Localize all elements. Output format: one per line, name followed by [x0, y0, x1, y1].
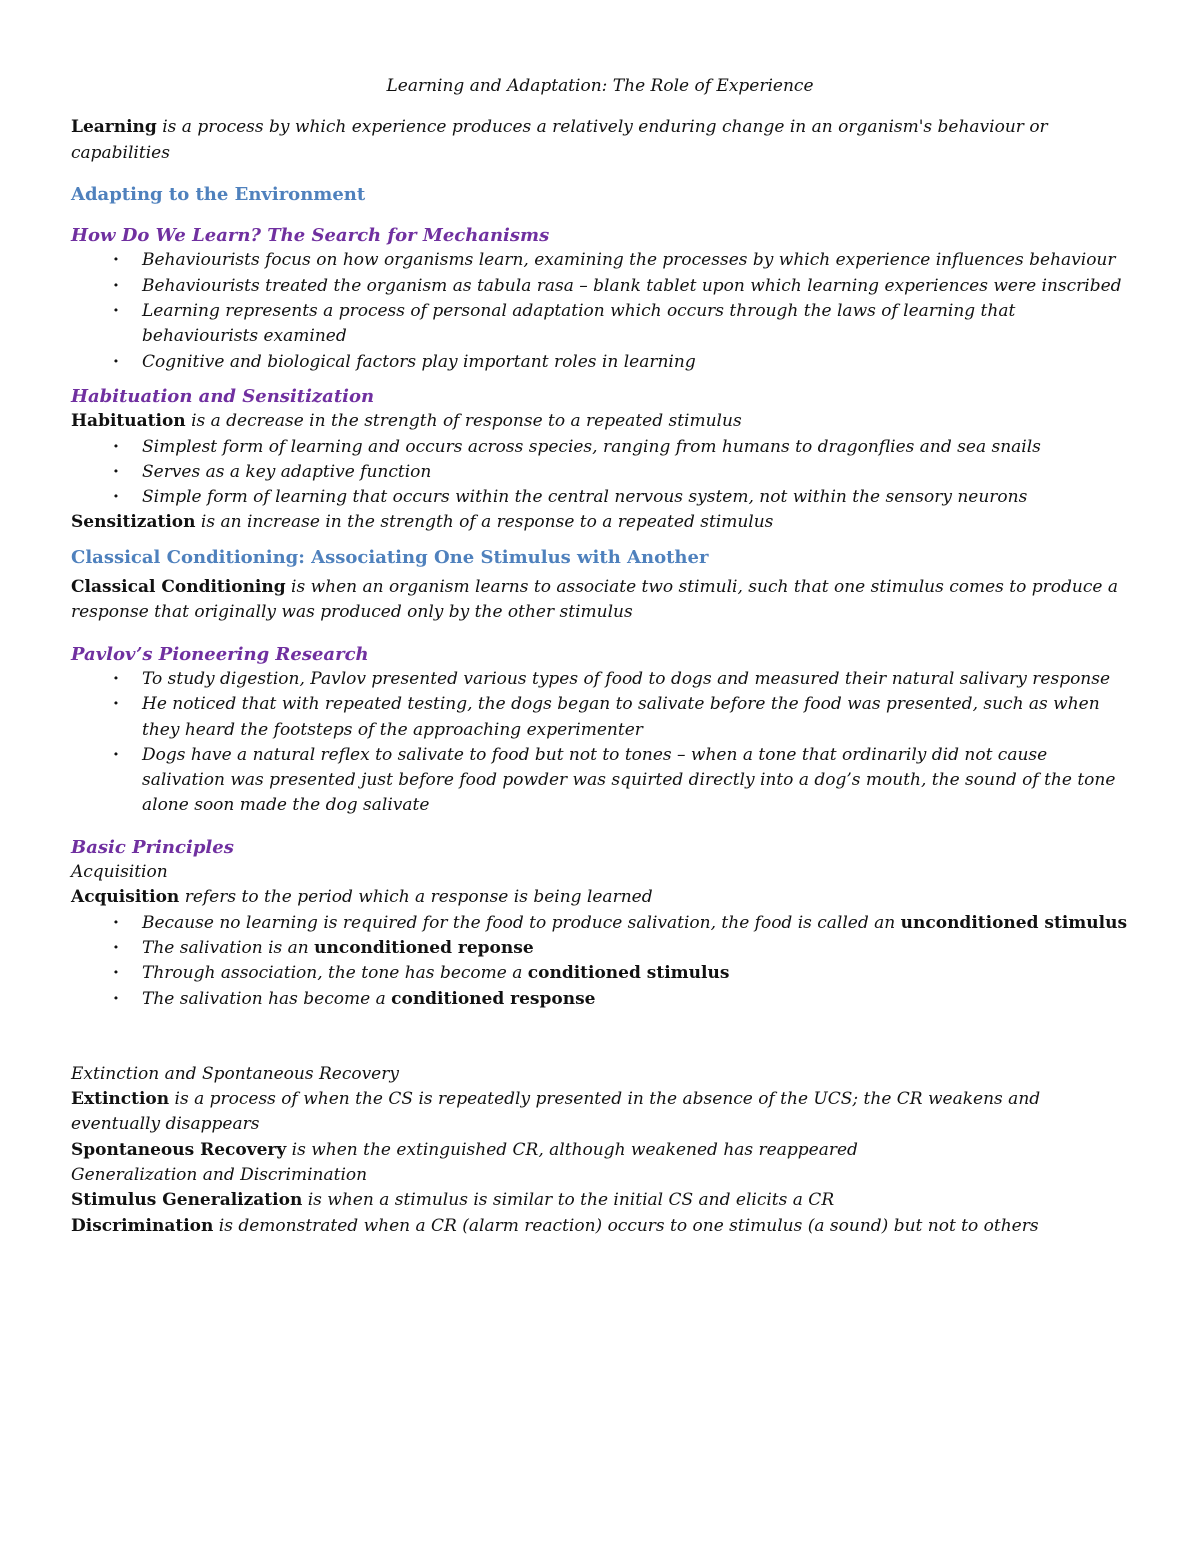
subheading-generalization: Generalization and Discrimination [71, 1164, 368, 1185]
term-learning: Learning [71, 117, 157, 138]
term-discrimination: Discrimination [71, 1215, 214, 1236]
heading-adapting: Adapting to the Environment [71, 183, 366, 205]
heading-how-we-learn: How Do We Learn? The Search for Mechanisms [71, 225, 550, 247]
list-item: · Cognitive and biological factors play important roles in learning [71, 350, 1131, 375]
extinction-definition: Extinction is a process of when the CS is repeatedly presented in the absence of the UCS; the CR weakens and eventually disappears [71, 1089, 1041, 1135]
habituation-bullet-list [71, 435, 1131, 511]
heading-classical-conditioning: Classical Conditioning: Associating One Stimulus with Another [71, 546, 709, 568]
term-habituation: Habituation [71, 411, 186, 432]
spontaneous-recovery-definition: Spontaneous Recovery is when the extinguished CR, although weakened has reappeared [71, 1139, 858, 1160]
list-item: · The salivation has become a conditioned response [71, 987, 1131, 1012]
list-item: · The salivation is an unconditioned reponse [71, 936, 1131, 961]
learning-definition: Learning is a process by which experience produces a relatively enduring change in an organism's behaviour or capabilities [71, 117, 1048, 163]
list-item: · Behaviourists focus on how organisms learn, examining the processes by which experience influences behaviour [71, 248, 1131, 273]
list-item: · Because no learning is required for the food to produce salivation, the food is called an unconditioned stimulus [71, 911, 1131, 936]
classical-conditioning-definition: Classical Conditioning is when an organism learns to associate two stimuli, such that one stimulus comes to produce a response that originally was produced only by the other stimulus [71, 577, 1118, 623]
list-item: · He noticed that with repeated testing, the dogs began to salivate before the food was presented, such as when they heard the footsteps of the approaching experimenter [71, 692, 1131, 743]
heading-pavlov: Pavlov’s Pioneering Research [71, 643, 369, 665]
subheading-extinction: Extinction and Spontaneous Recovery [71, 1063, 399, 1084]
heading-habituation: Habituation and Sensitization [71, 385, 375, 407]
list-item: · Simplest form of learning and occurs across species, ranging from humans to dragonflies and sea snails [71, 435, 1131, 460]
pavlov-bullet-list [71, 667, 1131, 819]
acquisition-definition: Acquisition refers to the period which a response is being learned [71, 887, 653, 908]
how-bullet-list [71, 248, 1131, 374]
term-classical-conditioning: Classical Conditioning [71, 577, 286, 598]
list-item: · Serves as a key adaptive function [71, 460, 1131, 485]
list-item: · Behaviourists treated the organism as tabula rasa – blank tablet upon which learning experiences were inscribed [71, 274, 1131, 299]
list-item: · To study digestion, Pavlov presented various types of food to dogs and measured their natural salivary response [71, 667, 1131, 692]
subheading-acquisition: Acquisition [71, 862, 168, 883]
term-stimulus-generalization: Stimulus Generalization [71, 1190, 303, 1211]
list-item: · Through association, the tone has become a conditioned stimulus [71, 961, 1131, 986]
term-acquisition: Acquisition [71, 887, 180, 908]
acquisition-bullet-list [71, 911, 1131, 1012]
discrimination-definition: Discrimination is demonstrated when a CR (alarm reaction) occurs to one stimulus (a sound) but not to others [71, 1215, 1039, 1236]
term-sensitization: Sensitization [71, 512, 196, 533]
heading-basic-principles: Basic Principles [71, 836, 234, 858]
list-item: · Dogs have a natural reflex to salivate to food but not to tones – when a tone that ordinarily did not cause salivation was presented just before food powder was squirted directly into a dog’s mouth, the sound of the tone alone soon made the dog salivate [71, 743, 1131, 819]
document-title: Learning and Adaptation: The Role of Experience [386, 76, 814, 96]
generalization-definition: Stimulus Generalization is when a stimulus is similar to the initial CS and elicits a CR [71, 1190, 835, 1211]
sensitization-definition: Sensitization is an increase in the strength of a response to a repeated stimulus [71, 512, 774, 533]
document-page [71, 74, 1131, 1239]
habituation-definition: Habituation is a decrease in the strength of response to a repeated stimulus [71, 411, 742, 432]
term-spontaneous-recovery: Spontaneous Recovery [71, 1139, 287, 1160]
term-extinction: Extinction [71, 1089, 170, 1110]
list-item: · Learning represents a process of personal adaptation which occurs through the laws of learning that behaviourists examined [71, 299, 1131, 350]
list-item: · Simple form of learning that occurs within the central nervous system, not within the sensory neurons [71, 485, 1131, 510]
